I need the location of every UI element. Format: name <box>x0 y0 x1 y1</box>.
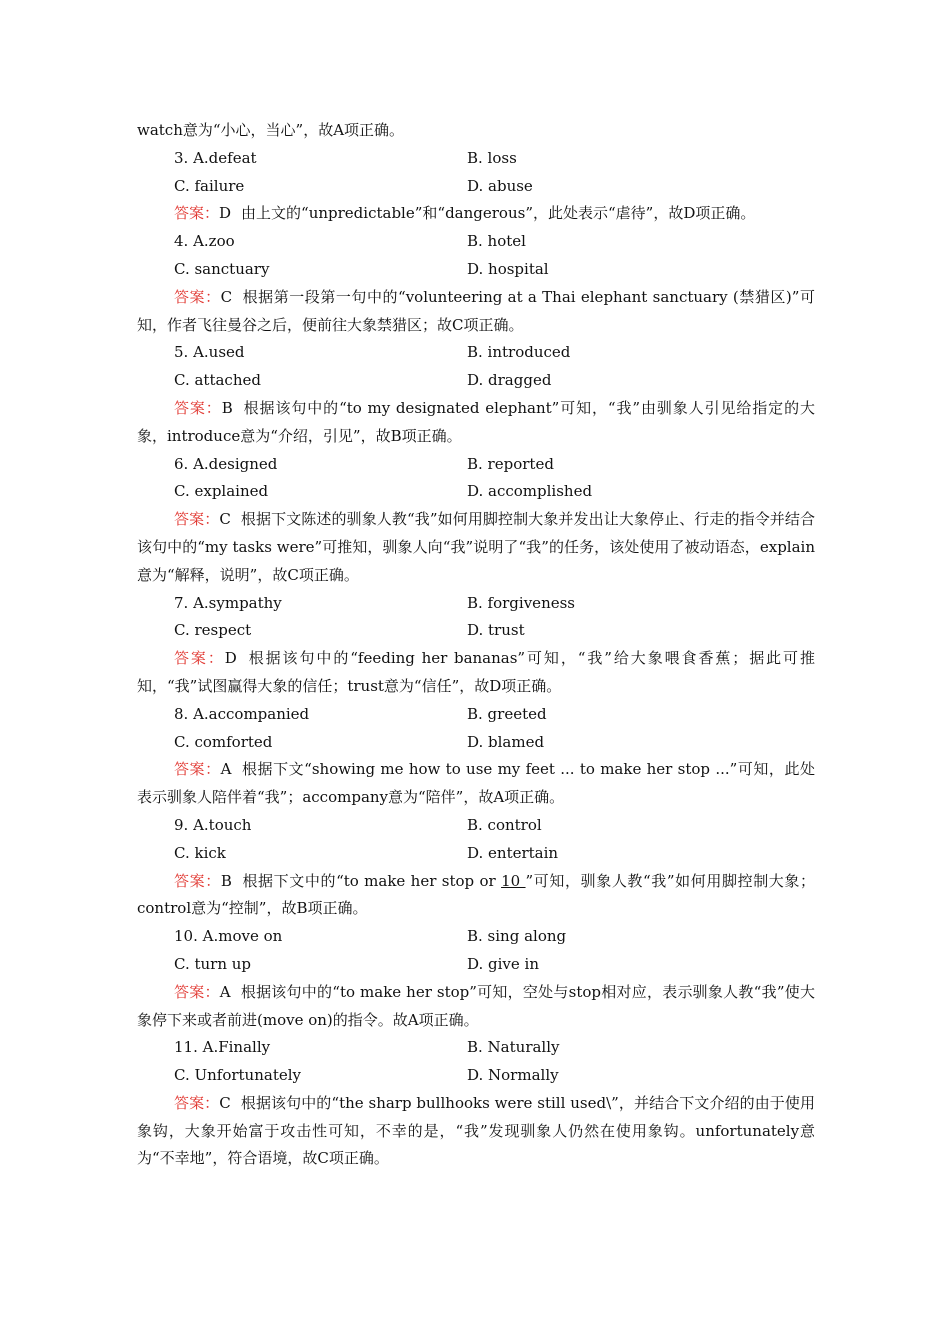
option-a: 6. A.designed <box>174 454 278 473</box>
option-c: C. comforted <box>174 732 273 751</box>
answer-explanation <box>137 979 815 1035</box>
option-b: B. Naturally <box>467 1038 560 1057</box>
explanation-text: 根据该句中的“to make her stop”可知，空处与stop相对应，表示驯象人教“我”使大象停下来或者前进(move on)的指令。故A项正确。 <box>137 982 815 1029</box>
option-d: D. hospital <box>467 259 549 278</box>
option-a: 5. A.used <box>174 343 245 362</box>
option-row <box>137 923 815 951</box>
answer-label: 答案： <box>174 510 220 529</box>
blank-number: 10 <box>501 871 526 890</box>
option-row <box>137 729 815 757</box>
question-block <box>137 590 815 701</box>
option-row <box>137 228 815 256</box>
option-d: D. trust <box>467 621 525 640</box>
option-row <box>137 256 815 284</box>
answer-explanation <box>137 868 815 924</box>
answer-explanation <box>137 1090 815 1173</box>
option-row <box>137 478 815 506</box>
option-b: B. introduced <box>467 343 571 362</box>
answer-label: 答案： <box>174 287 221 306</box>
explanation-text: ”可知，驯象人教“我”如何用脚控制大象；control意为“控制”，故B项正确。 <box>137 871 815 918</box>
option-a: 3. A.defeat <box>174 148 257 167</box>
answer-key: C <box>220 287 233 306</box>
option-c: C. turn up <box>174 954 252 973</box>
answer-explanation <box>137 645 815 701</box>
option-b: B. forgiveness <box>467 593 575 612</box>
option-row <box>137 339 815 367</box>
answer-key: D <box>219 204 232 223</box>
option-d: D. Normally <box>467 1066 559 1085</box>
option-c: C. respect <box>174 621 252 640</box>
option-c: C. sanctuary <box>174 259 270 278</box>
question-list <box>137 145 815 1173</box>
answer-label: 答案： <box>174 649 225 668</box>
option-c: C. failure <box>174 176 245 195</box>
answer-explanation <box>137 200 815 228</box>
question-block <box>137 228 815 339</box>
option-b: B. greeted <box>467 704 547 723</box>
option-d: D. accomplished <box>467 482 593 501</box>
option-row <box>137 1034 815 1062</box>
option-c: C. kick <box>174 843 226 862</box>
question-block <box>137 701 815 812</box>
intro-line: watch意为“小心，当心”，故A项正确。 <box>137 121 405 139</box>
option-row <box>137 951 815 979</box>
answer-explanation <box>137 756 815 812</box>
option-a: 11. A.Finally <box>174 1038 271 1057</box>
explanation-text: 根据下文陈述的驯象人教“我”如何用脚控制大象并发出让大象停止、行走的指令并结合该句中的“my tasks were”可推知，驯象人向“我”说明了“我”的任务，该处使用了被动语态，explain意为“解释，说明”，故C项正确。 <box>137 510 815 584</box>
explanation-text: 根据该句中的“to my designated elephant”可知，“我”由驯象人引见给指定的大象，introduce意为“介绍，引见”，故B项正确。 <box>137 398 815 445</box>
option-row <box>137 617 815 645</box>
answer-key: D <box>224 649 237 668</box>
explanation-text: 根据下文中的“to make her stop or <box>241 871 502 890</box>
option-row <box>137 367 815 395</box>
answer-label: 答案： <box>174 982 220 1001</box>
answer-label: 答案： <box>174 760 221 779</box>
option-row <box>137 451 815 479</box>
explanation-text: 根据下文“showing me how to use my feet ... to make her stop ...”可知，此处表示驯象人陪伴着“我”；accompany意为“陪伴”，故A项正确。 <box>137 760 815 807</box>
option-b: B. control <box>467 815 542 834</box>
answer-label: 答案： <box>174 398 222 417</box>
answer-label: 答案： <box>174 204 220 223</box>
option-row <box>137 590 815 618</box>
option-d: D. dragged <box>467 371 552 390</box>
option-row <box>137 145 815 173</box>
option-b: B. sing along <box>467 927 567 946</box>
explanation-text: 由上文的“unpredictable”和“dangerous”，此处表示“虐待”，故D项正确。 <box>241 204 756 223</box>
answer-key: B <box>221 398 233 417</box>
answer-document <box>137 117 815 1173</box>
answer-key: C <box>219 510 231 529</box>
question-block <box>137 923 815 1034</box>
option-b: B. loss <box>467 148 517 167</box>
question-block <box>137 339 815 450</box>
option-a: 9. A.touch <box>174 815 252 834</box>
question-block <box>137 451 815 590</box>
answer-explanation <box>137 395 815 451</box>
option-a: 8. A.accompanied <box>174 704 310 723</box>
question-block <box>137 145 815 228</box>
option-row <box>137 173 815 201</box>
option-row <box>137 840 815 868</box>
option-a: 10. A.move on <box>174 927 283 946</box>
explanation-text: 根据该句中的“the sharp bullhooks were still used\”，并结合下文介绍的由于使用象钩，大象开始富于攻击性可知，不幸的是，“我”发现驯象人仍然在使用象钩。unfortunately意为“不幸地”，符合语境，故C项正确。 <box>137 1093 815 1168</box>
answer-explanation <box>137 284 815 340</box>
answer-key: A <box>219 982 231 1001</box>
answer-key: B <box>220 871 232 890</box>
option-b: B. hotel <box>467 232 526 251</box>
option-row <box>137 1062 815 1090</box>
option-row <box>137 701 815 729</box>
question-block <box>137 812 815 923</box>
option-c: C. Unfortunately <box>174 1066 302 1085</box>
answer-key: A <box>220 760 232 779</box>
answer-key: C <box>219 1093 231 1112</box>
explanation-text: 根据该句中的“feeding her bananas”可知，“我”给大象喂食香蕉；据此可推知，“我”试图赢得大象的信任；trust意为“信任”，故D项正确。 <box>137 649 815 695</box>
option-c: C. explained <box>174 482 269 501</box>
answer-explanation <box>137 506 815 589</box>
option-d: D. entertain <box>467 843 559 862</box>
option-d: D. abuse <box>467 176 533 195</box>
answer-label: 答案： <box>174 871 221 890</box>
option-row <box>137 812 815 840</box>
option-d: D. give in <box>467 954 540 973</box>
option-b: B. reported <box>467 454 554 473</box>
option-c: C. attached <box>174 371 261 390</box>
answer-label: 答案： <box>174 1093 220 1112</box>
question-block <box>137 1034 815 1173</box>
option-a: 7. A.sympathy <box>174 593 282 612</box>
explanation-text: 根据第一段第一句中的“volunteering at a Thai elephant sanctuary (禁猎区)”可知，作者飞往曼谷之后，便前往大象禁猎区；故C项正确。 <box>137 287 815 334</box>
option-a: 4. A.zoo <box>174 232 235 251</box>
option-d: D. blamed <box>467 732 545 751</box>
